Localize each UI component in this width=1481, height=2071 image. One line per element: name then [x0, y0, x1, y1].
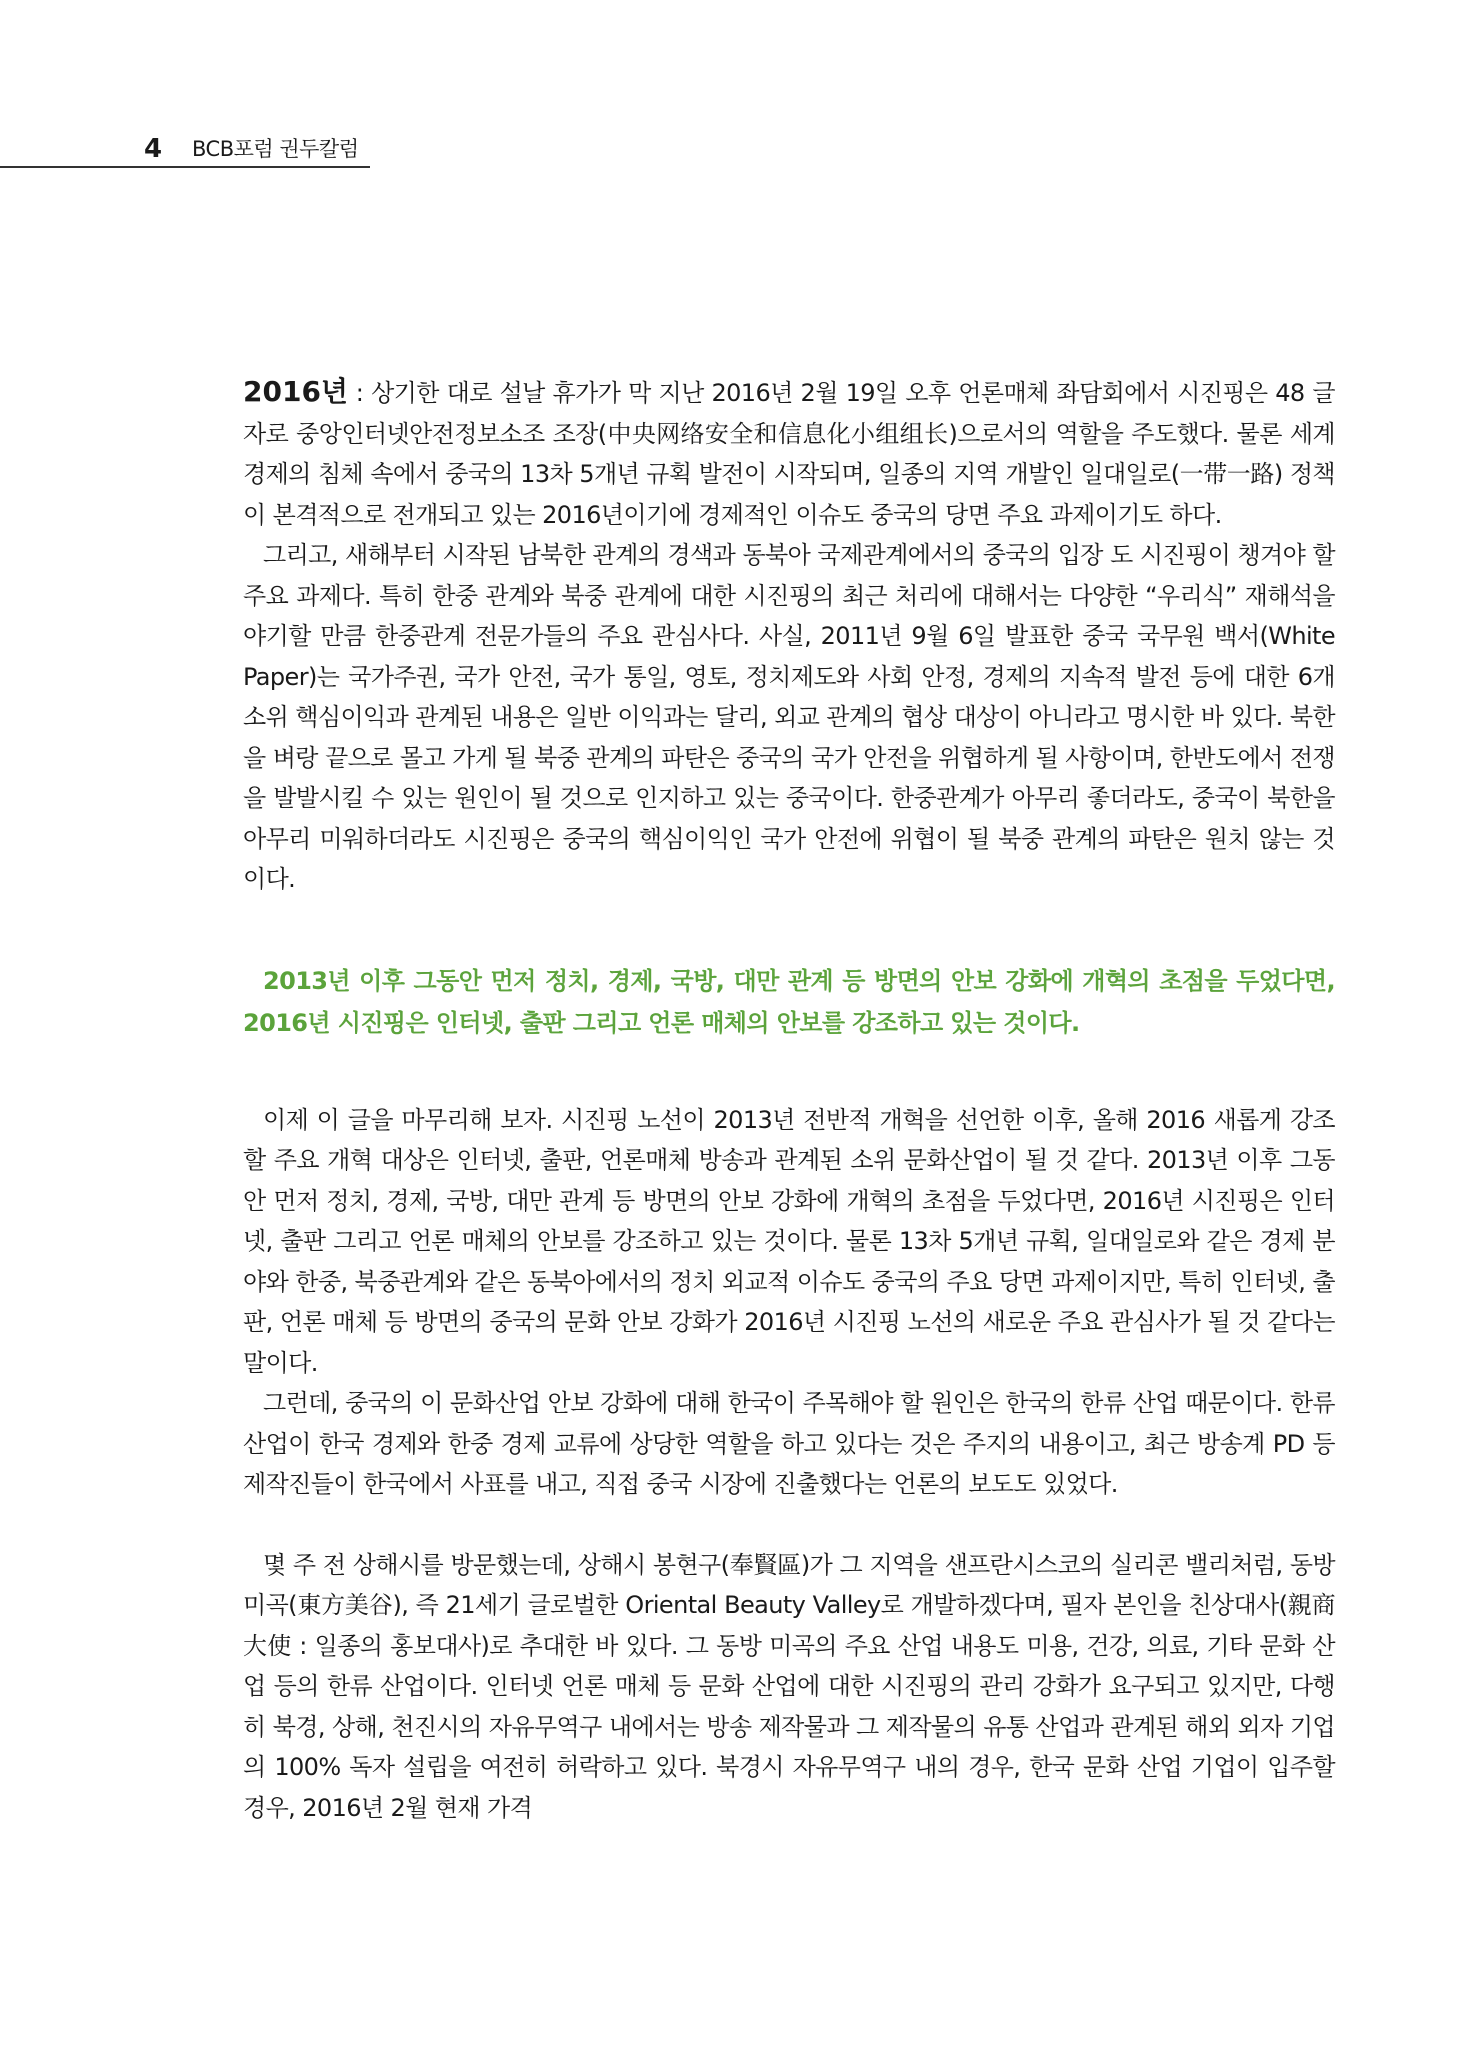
paragraph-shanghai: 몇 주 전 상해시를 방문했는데, 상해시 봉현구(奉賢區)가 그 지역을 샌프란시스코의 실리콘 밸리처럼, 동방미곡(東方美谷), 즉 21세기 글로벌한 Oriental Beauty Valley로 개발하겠다며, 필자 본인을 친상대사(親商大使 : 일종의 홍보대사)로 추대한 바 있다. 그 동방 미곡의 주요 산업 내용도 미용, 건강, 의료, 기타 문화 산업 등의 한류 산업이다. 인터넷 언론 매체 등 문화 산업에 대한 시진핑의 관리 강화가 요구되고 있지만, 다행히 북경, 상해, 천진시의 자유무역구 내에서는 방송 제작물과 그 제작물의 유통 산업과 관계된 해외 외자 기업의 100% 독자 설립을 여전히 허락하고 있다. 북경시 자유무역구 내의 경우, 한국 문화 산업 기업이 입주할 경우, 2016년 2월 현재 가격	[243, 1550, 1335, 1822]
article-body	[243, 372, 1335, 1828]
highlight-quote: 2013년 이후 그동안 먼저 정치, 경제, 국방, 대만 관계 등 방면의 안보 강화에 개혁의 초점을 두었다면, 2016년 시진핑은 인터넷, 출판 그리고 언론 매체의 안보를 강조하고 있는 것이다.	[243, 966, 1335, 1037]
paragraph-relations: 그리고, 새해부터 시작된 남북한 관계의 경색과 동북아 국제관계에서의 중국의 입장 도 시진핑이 챙겨야 할 주요 과제다. 특히 한중 관계와 북중 관계에 대한 시진핑의 최근 처리에 대해서는 다양한 “우리식” 재해석을 야기할 만큼 한중관계 전문가들의 주요 관심사다. 사실, 2011년 9월 6일 발표한 중국 국무원 백서(White Paper)는 국가주권, 국가 안전, 국가 통일, 영토, 정치제도와 사회 안정, 경제의 지속적 발전 등에 대한 6개 소위 핵심이익과 관계된 내용은 일반 이익과는 달리, 외교 관계의 협상 대상이 아니라고 명시한 바 있다. 북한을 벼랑 끝으로 몰고 가게 될 북중 관계의 파탄은 중국의 국가 안전을 위협하게 될 사항이며, 한반도에서 전쟁을 발발시킬 수 있는 원인이 될 것으로 인지하고 있는 중국이다. 한중관계가 아무리 좋더라도, 중국이 북한을 아무리 미워하더라도 시진핑은 중국의 핵심이익인 국가 안전에 위협이 될 북중 관계의 파탄은 원치 않는 것이다.	[243, 541, 1335, 893]
page-header	[0, 132, 370, 168]
year-label: 2016년	[243, 375, 348, 408]
paragraph-text: : 상기한 대로 설날 휴가가 막 지난 2016년 2월 19일 오후 언론매체 좌담회에서 시진핑은 48 글자로 중앙인터넷안전정보소조 조장(中央网络安全和信息化小组组长)으로서의 역할을 주도했다. 물론 세계 경제의 침체 속에서 중국의 13차 5개년 규획 발전이 시작되며, 일종의 지역 개발인 일대일로(一带一路) 정책이 본격적으로 전개되고 있는 2016년이기에 경제적인 이슈도 중국의 당면 주요 과제이기도 하다.	[243, 379, 1335, 529]
page-number: 4	[144, 134, 163, 164]
paragraph-hallyu: 그런데, 중국의 이 문화산업 안보 강화에 대해 한국이 주목해야 할 원인은 한국의 한류 산업 때문이다. 한류 산업이 한국 경제와 한중 경제 교류에 상당한 역할을 하고 있다는 것은 주지의 내용이고, 최근 방송계 PD 등 제작진들이 한국에서 사표를 내고, 직접 중국 시장에 진출했다는 언론의 보도도 있었다.	[243, 1389, 1335, 1498]
paragraph-2016	[243, 372, 1335, 535]
paragraph-conclusion: 이제 이 글을 마무리해 보자. 시진핑 노선이 2013년 전반적 개혁을 선언한 이후, 올해 2016 새롭게 강조할 주요 개혁 대상은 인터넷, 출판, 언론매체 방송과 관계된 소위 문화산업이 될 것 같다. 2013년 이후 그동안 먼저 정치, 경제, 국방, 대만 관계 등 방면의 안보 강화에 개혁의 초점을 두었다면, 2016년 시진핑은 인터넷, 출판 그리고 언론 매체의 안보를 강조하고 있는 것이다. 물론 13차 5개년 규획, 일대일로와 같은 경제 분야와 한중, 북중관계와 같은 동북아에서의 정치 외교적 이슈도 중국의 주요 당면 과제이지만, 특히 인터넷, 출판, 언론 매체 등 방면의 중국의 문화 안보 강화가 2016년 시진핑 노선의 새로운 주요 관심사가 될 것 같다는 말이다.	[243, 1105, 1335, 1377]
header-title: BCB포럼 권두칼럼	[192, 137, 359, 161]
paragraph-gap	[243, 1505, 1335, 1545]
